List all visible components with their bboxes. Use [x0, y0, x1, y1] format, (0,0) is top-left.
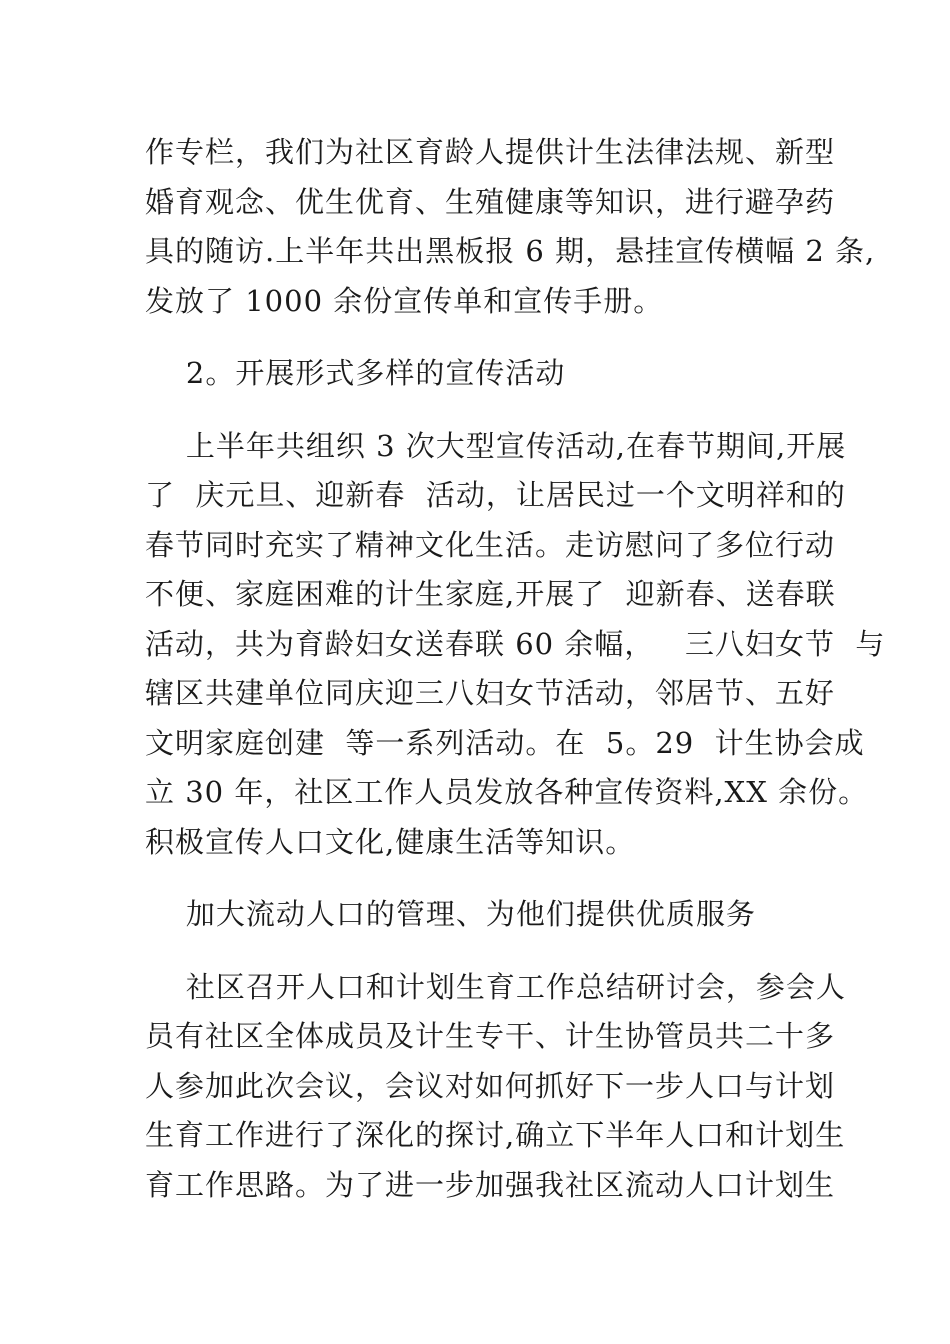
- paragraph-gap: [145, 399, 805, 422]
- text-line: 立 30 年，社区工作人员发放各种宣传资料,XX 余份。: [145, 775, 869, 809]
- section-heading-floating-population: 加大流动人口的管理、为他们提供优质服务: [145, 897, 756, 931]
- text-line: 积极宣传人口文化,健康生活等知识。: [145, 824, 636, 859]
- paragraph-gap: [145, 867, 805, 890]
- text-line: 不便、家庭困难的计生家庭,开展了 迎新春、送春联: [145, 577, 836, 611]
- text-line: 上半年共组织 3 次大型宣传活动,在春节期间,开展: [145, 428, 847, 463]
- text-line: 活动，共为育龄妇女送春联 60 余幅， 三八妇女节 与: [145, 626, 886, 661]
- paragraph-activities: [145, 422, 886, 868]
- text-line: 育工作思路。为了进一步加强我社区流动人口计划生: [145, 1167, 836, 1202]
- text-line: 辖区共建单位同庆迎三八妇女节活动，邻居节、五好: [145, 676, 836, 710]
- paragraph-gap: [145, 326, 805, 349]
- text-line: 生育工作进行了深化的探讨,确立下半年人口和计划生: [145, 1118, 846, 1152]
- document-body: [145, 128, 886, 1210]
- paragraph-gap: [145, 940, 805, 963]
- text-line: 具的随访.上半年共出黑板报 6 期，悬挂宣传横幅 2 条,: [145, 234, 876, 268]
- paragraph-publicity-column: [145, 128, 876, 326]
- text-line: 社区召开人口和计划生育工作总结研讨会，参会人: [145, 969, 846, 1004]
- paragraph-meeting: [145, 963, 846, 1211]
- text-line: 了 庆元旦、迎新春 活动，让居民过一个文明祥和的: [145, 478, 846, 512]
- text-line: 婚育观念、优生优育、生殖健康等知识，进行避孕药: [145, 184, 836, 219]
- text-line: 作专栏，我们为社区育龄人提供计生法律法规、新型: [145, 135, 836, 169]
- text-line: 发放了 1000 余份宣传单和宣传手册。: [145, 283, 664, 318]
- text-line: 员有社区全体成员及计生专干、计生协管员共二十多: [145, 1019, 836, 1053]
- text-line: 春节同时充实了精神文化生活。走访慰问了多位行动: [145, 527, 836, 562]
- section-heading-publicity-activities: 2。开展形式多样的宣传活动: [145, 356, 566, 390]
- text-line: 人参加此次会议，会议对如何抓好下一步人口与计划: [145, 1068, 836, 1103]
- text-line: 文明家庭创建 等一系列活动。在 5。29 计生协会成: [145, 725, 865, 760]
